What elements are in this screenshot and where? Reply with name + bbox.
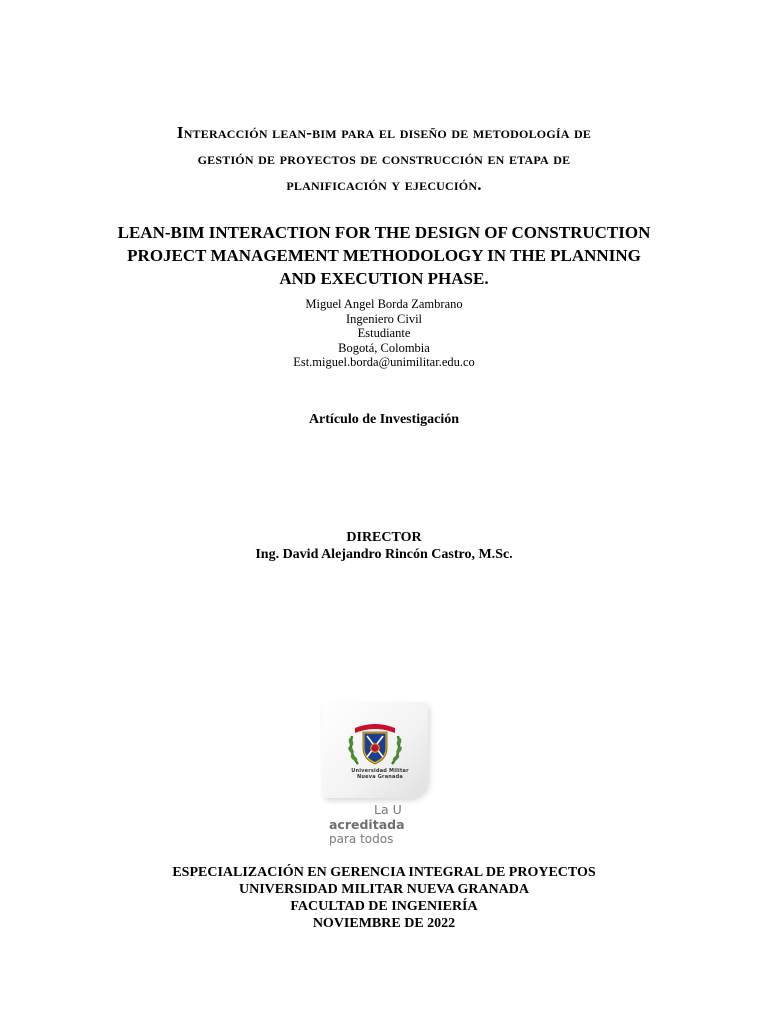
logo-card	[322, 702, 428, 798]
title-english-line-3: AND EXECUTION PHASE.	[279, 269, 489, 288]
title-spanish-line-3: planificación y ejecución.	[286, 175, 482, 194]
logo-tagline-3: para todos	[329, 832, 394, 846]
footer-program: ESPECIALIZACIÓN EN GERENCIA INTEGRAL DE PROYECTOS	[172, 865, 596, 880]
logo-tagline-2: acreditada	[329, 817, 405, 832]
seal-text	[350, 768, 410, 780]
university-logo	[322, 702, 432, 848]
author-name: Miguel Angel Borda Zambrano	[305, 297, 463, 311]
title-english-line-2: PROJECT MANAGEMENT METHODOLOGY IN THE PLANNING	[127, 246, 641, 265]
director-name: Ing. David Alejandro Rincón Castro, M.Sc.	[255, 547, 513, 562]
author-location: Bogotá, Colombia	[338, 340, 430, 355]
university-seal-icon	[322, 702, 428, 798]
seal-line-2: Nueva Granada	[357, 774, 403, 780]
title-spanish-line-2: gestión de proyectos de construcción en etapa de	[197, 149, 571, 168]
director-info	[0, 529, 768, 563]
footer-university: UNIVERSIDAD MILITAR NUEVA GRANADA	[238, 882, 529, 897]
article-type: Artículo de Investigación	[308, 412, 460, 427]
author-role: Estudiante	[357, 326, 411, 340]
director-label: DIRECTOR	[346, 530, 422, 545]
author-profession: Ingeniero Civil	[345, 311, 423, 326]
seal-line-1: Universidad Militar	[351, 768, 409, 774]
title-english	[0, 221, 768, 290]
footer-institution	[0, 864, 768, 932]
footer-faculty: FACULTAD DE INGENIERÍA	[290, 899, 478, 914]
title-spanish-line-1: Interacción lean-bim para el diseño de metodología de	[176, 123, 592, 142]
logo-tagline-1: La U	[374, 802, 402, 817]
title-english-line-1: LEAN-BIM INTERACTION FOR THE DESIGN OF CONSTRUCTION	[117, 223, 651, 242]
footer-date: NOVIEMBRE DE 2022	[312, 916, 456, 931]
author-info	[0, 297, 768, 370]
author-email: Est.miguel.borda@unimilitar.edu.co	[293, 355, 475, 369]
title-spanish	[0, 120, 768, 198]
